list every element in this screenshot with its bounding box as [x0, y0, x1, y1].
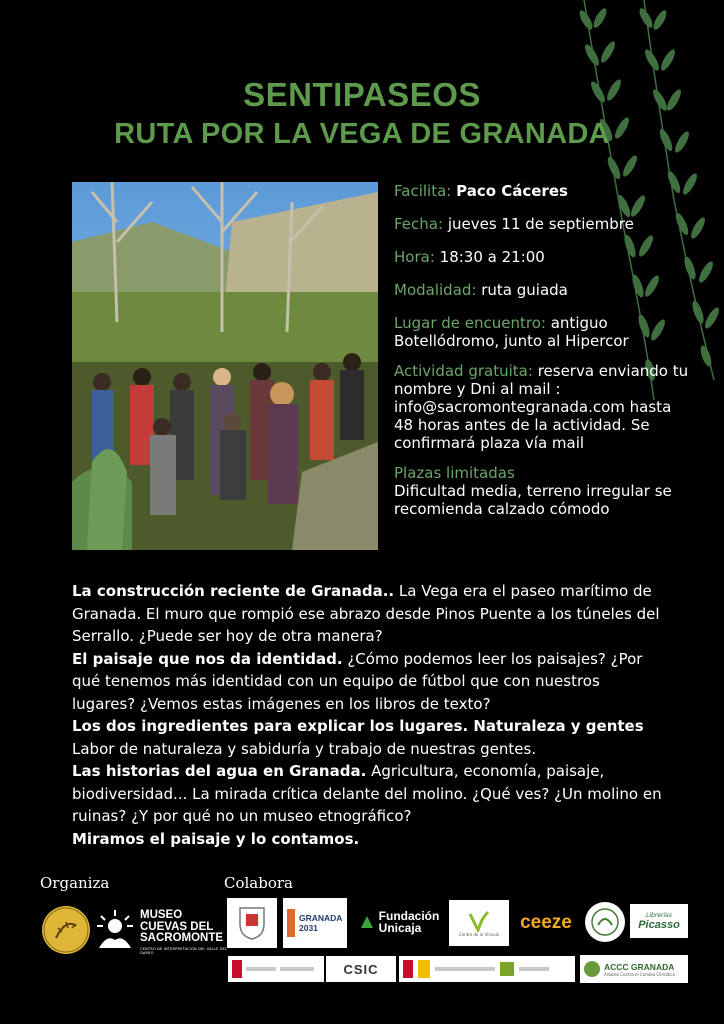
csic-logo — [326, 956, 396, 982]
picasso-text: Picasso — [638, 918, 680, 931]
detail-label: Facilita: — [394, 182, 452, 200]
page-title: SENTIPASEOS — [243, 76, 481, 113]
detail-actividad — [394, 362, 694, 452]
description-paragraph — [72, 648, 662, 716]
paragraph-text: Labor de naturaleza y sabiduría y trabajo de nuestras gentes. — [72, 739, 537, 758]
ceeze-logo — [514, 902, 578, 944]
detail-lugar — [394, 314, 694, 350]
detail-label: Lugar de encuentro: — [394, 314, 546, 332]
detail-modalidad — [394, 281, 694, 299]
paragraph-heading: Los dos ingredientes para explicar los lugares. Naturaleza y gentes — [72, 717, 644, 735]
librerias-picasso-logo — [630, 904, 688, 938]
museo-sun-icon — [95, 908, 135, 952]
accc-granada-logo — [580, 955, 688, 983]
granada-2031-text: GRANADA 2031 — [299, 913, 343, 933]
museo-subtitle: CENTRO DE INTERPRETACIÓN DEL VALLE DEL DARRO — [140, 947, 228, 955]
detail-label: Modalidad: — [394, 281, 477, 299]
detail-value: Dificultad media, terreno irregular se recomienda calzado cómodo — [394, 482, 672, 518]
detail-value: ruta guiada — [481, 281, 568, 299]
accc-text: ACCC GRANADA — [604, 961, 675, 972]
fundacion-text: Fundación — [378, 909, 440, 923]
paragraph-heading: Las historias del agua en Granada. — [72, 762, 367, 780]
paragraph-text: ¿Cómo podemos leer los paisajes? ¿Por qué tenemos más identidad con un equipo de fútbol que con nuestros lugares? ¿Vemos estas imágenes en los libros de texto? — [72, 649, 643, 713]
librerias-text: Librerías — [646, 911, 672, 919]
gobierno-espana-logo — [228, 956, 324, 982]
detail-label: Fecha: — [394, 215, 444, 233]
unicaja-text: Unicaja — [378, 921, 422, 935]
granada-2031-logo — [283, 898, 347, 948]
detail-fecha — [394, 215, 694, 233]
unicaja-leaf-icon — [359, 914, 375, 930]
detail-plazas — [394, 464, 694, 518]
fundacion-unicaja-logo — [356, 902, 442, 942]
ministerio-transicion-logo — [399, 956, 575, 982]
round-seal-logo — [585, 902, 625, 942]
association-seal-logo — [42, 906, 90, 954]
detail-label: Actividad gratuita: — [394, 362, 533, 380]
description-paragraph — [72, 760, 662, 828]
colabora-label: Colabora — [224, 874, 293, 892]
csic-text: CSIC — [343, 961, 379, 977]
event-description — [72, 580, 662, 850]
detail-label: Hora: — [394, 248, 435, 266]
escudo-logo — [227, 898, 277, 948]
ceeze-text: ceeze — [520, 912, 572, 933]
detail-hora — [394, 248, 694, 266]
paragraph-heading: El paisaje que nos da identidad. — [72, 649, 343, 668]
description-paragraph — [72, 828, 662, 851]
event-details — [394, 182, 694, 533]
detail-value: 18:30 a 21:00 — [439, 248, 545, 266]
paragraph-text: La Vega era el paseo marítimo de Granada. El muro que rompió ese abrazo desde Pinos Puente a los túneles del Serrallo. ¿Puede ser hoy de otra manera? — [72, 582, 660, 645]
detail-value: jueves 11 de septiembre — [447, 215, 634, 233]
detail-value: antiguo Botellódromo, junto al Hipercor — [394, 314, 629, 350]
centro-vinculo-logo — [449, 900, 509, 946]
detail-value: Paco Cáceres — [456, 182, 568, 200]
paragraph-heading: La construcción reciente de Granada.. — [72, 582, 395, 600]
page-subtitle: RUTA POR LA VEGA DE GRANADA — [114, 118, 610, 150]
paragraph-text: Agricultura, economía, paisaje, biodiversidad... La mirada crítica delante del molino. ¿Qué ves? ¿Un molino en ruinas? ¿Y por qué no un museo etnográfico? — [72, 762, 662, 825]
detail-label: Plazas limitadas — [394, 464, 515, 482]
group-hike-photo — [72, 182, 378, 550]
detail-value: reserva enviando tu nombre y Dni al mail : info@sacromontegranada.com hasta 48 horas antes de la actividad. Se confirmará plaza vía mail — [394, 362, 689, 452]
description-paragraph — [72, 715, 662, 760]
museo-name: MUSEO CUEVAS DEL SACROMONTE — [140, 909, 224, 944]
organiza-label: Organiza — [40, 874, 110, 892]
accc-subtitle: Árboles Contra el Cambio Climático — [604, 971, 676, 977]
detail-facilita — [394, 182, 694, 200]
description-paragraph — [72, 580, 662, 648]
vinculo-text: Centro de la Vinculo — [458, 931, 500, 937]
paragraph-heading: Miramos el paisaje y lo contamos. — [72, 829, 360, 848]
